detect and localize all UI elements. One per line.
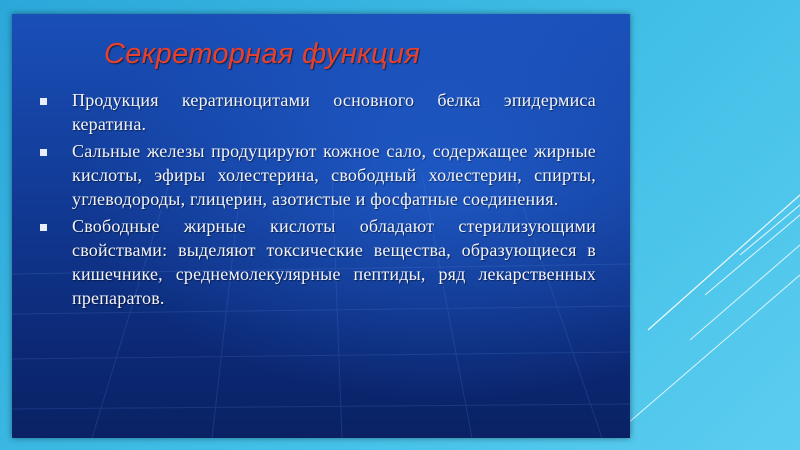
slide-panel bbox=[12, 14, 630, 438]
bullet-item bbox=[36, 214, 596, 310]
bullet-text: Продукция кератиноцитами основного белка эпидермиса кератина. bbox=[72, 90, 596, 134]
square-bullet-icon bbox=[40, 149, 47, 156]
bullet-text: Свободные жирные кислоты обладают стерилизующими свойствами: выделяют токсические вещества, образующиеся в кишечнике, среднемолекулярные пептиды, ряд лекарственных препаратов. bbox=[72, 216, 596, 308]
square-bullet-icon bbox=[40, 224, 47, 231]
bullet-list bbox=[36, 88, 596, 313]
bullet-item bbox=[36, 139, 596, 211]
bullet-text: Сальные железы продуцируют кожное сало, содержащее жирные кислоты, эфиры холестерина, свободный холестерин, спирты, углеводороды, глицерин, азотистые и фосфатные соединения. bbox=[72, 141, 596, 209]
slide-title: Секреторная функция bbox=[104, 38, 421, 70]
square-bullet-icon bbox=[40, 98, 47, 105]
bullet-item bbox=[36, 88, 596, 136]
